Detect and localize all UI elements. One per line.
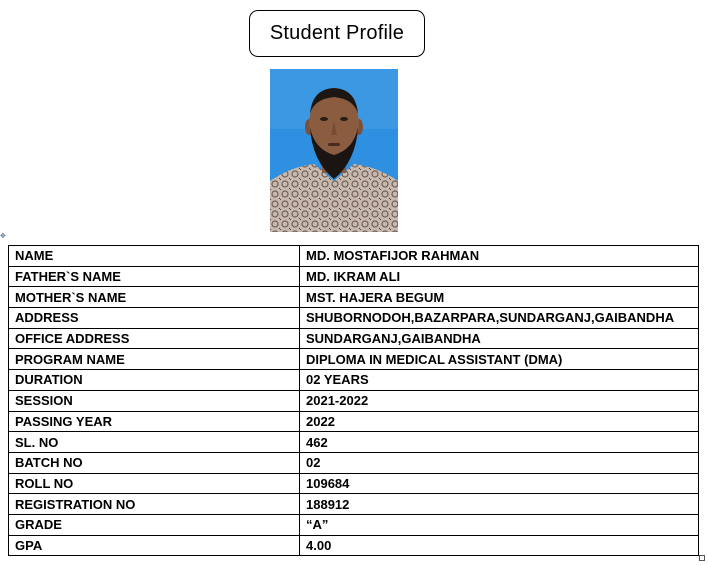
page-title-text: Student Profile [269,22,405,44]
field-label: ROLL NO [9,473,300,494]
field-label: GPA [9,535,300,556]
table-resize-handle[interactable] [699,555,705,561]
field-label: SL. NO [9,432,300,453]
table-row [9,432,699,453]
field-label: ADDRESS [9,308,300,329]
field-label: GRADE [9,514,300,535]
table-row [9,308,699,329]
field-label: REGISTRATION NO [9,494,300,515]
field-label: OFFICE ADDRESS [9,328,300,349]
table-row [9,349,699,370]
table-row [9,411,699,432]
field-value: 2022 [300,411,699,432]
table-row [9,535,699,556]
table-row [9,246,699,267]
field-label: PROGRAM NAME [9,349,300,370]
field-value: 2021-2022 [300,390,699,411]
field-value: DIPLOMA IN MEDICAL ASSISTANT (DMA) [300,349,699,370]
student-photo [270,69,398,232]
page-title [249,10,425,57]
field-label: DURATION [9,370,300,391]
profile-table [8,245,699,556]
field-value: SHUBORNODOH,BAZARPARA,SUNDARGANJ,GAIBANDHA [300,308,699,329]
field-label: FATHER`S NAME [9,266,300,287]
field-value: MD. IKRAM ALI [300,266,699,287]
table-row [9,328,699,349]
field-label: SESSION [9,390,300,411]
table-move-handle-icon[interactable]: ✥ [0,233,6,240]
table-row [9,494,699,515]
field-label: MOTHER`S NAME [9,287,300,308]
field-value: SUNDARGANJ,GAIBANDHA [300,328,699,349]
field-value: “A” [300,514,699,535]
table-row [9,287,699,308]
field-value: MST. HAJERA BEGUM [300,287,699,308]
field-value: 188912 [300,494,699,515]
field-value: MD. MOSTAFIJOR RAHMAN [300,246,699,267]
table-row [9,370,699,391]
field-label: NAME [9,246,300,267]
table-row [9,390,699,411]
field-label: BATCH NO [9,452,300,473]
table-row [9,473,699,494]
field-value: 462 [300,432,699,453]
field-value: 4.00 [300,535,699,556]
table-row [9,266,699,287]
field-label: PASSING YEAR [9,411,300,432]
table-row [9,514,699,535]
table-row [9,452,699,473]
field-value: 02 YEARS [300,370,699,391]
field-value: 02 [300,452,699,473]
field-value: 109684 [300,473,699,494]
